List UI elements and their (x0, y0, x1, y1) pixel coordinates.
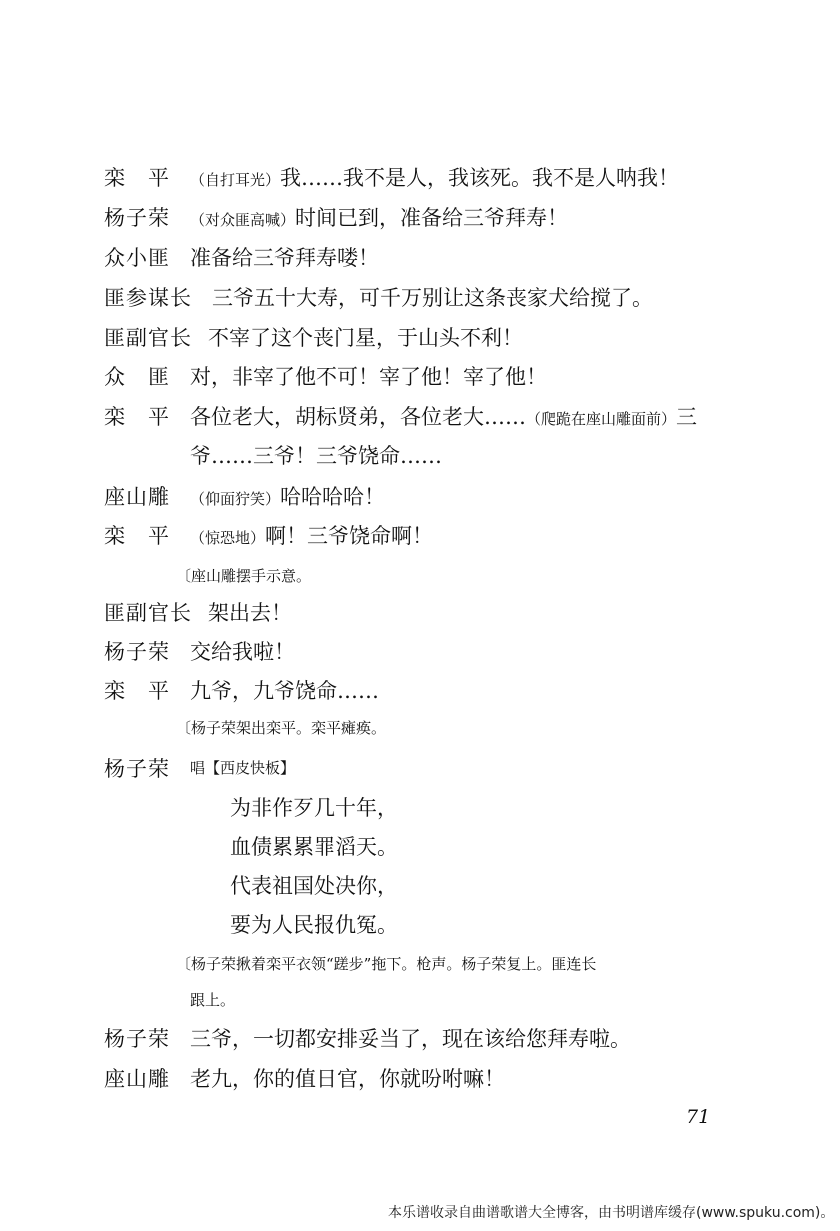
dialogue-text: 我……我不是人，我该死。我不是人呐我！ (280, 166, 680, 190)
dialogue-text: 交给我啦！ (190, 640, 295, 664)
dialogue-text: 时间已到，准备给三爷拜寿！ (295, 206, 569, 230)
footer-note: 本乐谱收录自曲谱歌谱大全博客，由书明谱库缓存(www.spuku.com)。 (388, 1205, 835, 1221)
speaker-name: 众小匪 (104, 246, 170, 270)
verse-line: 为非作歹几十年， (230, 796, 398, 820)
speaker-name: 杨子荣 (104, 640, 170, 664)
speaker-name: 座山雕 (104, 485, 170, 509)
speaker-name: 栾 平 (104, 679, 170, 703)
speaker-name: 栾 平 (104, 166, 170, 190)
dialogue-text: 三爷，一切都安排妥当了，现在该给您拜寿啦。 (190, 1027, 631, 1051)
dialogue-text: 准备给三爷拜寿喽！ (190, 246, 379, 270)
stage-direction: （爬跪在座山雕面前） (526, 410, 677, 428)
speaker-name: 匪副官长 (104, 601, 192, 625)
stage-direction: （对众匪高喊） (190, 211, 296, 229)
verse-line: 代表祖国处决你， (230, 874, 398, 898)
speaker-name: 栾 平 (104, 405, 170, 429)
speaker-name: 杨子荣 (104, 1027, 170, 1051)
singing-direction: 唱【西皮快板】 (190, 759, 296, 777)
dialogue-text: 三爷五十大寿，可千万别让这条丧家犬给搅了。 (212, 286, 653, 310)
speaker-name: 匪参谋长 (104, 286, 192, 310)
stage-direction: （惊恐地） (190, 529, 266, 547)
stage-direction: （仰面狞笑） (190, 490, 281, 508)
stage-direction: （自打耳光） (190, 171, 281, 189)
dialogue-text: 对，非宰了他不可！宰了他！宰了他！ (190, 365, 547, 389)
page-number: 71 (686, 1106, 711, 1128)
speaker-name: 杨子荣 (104, 757, 170, 781)
speaker-name: 众 匪 (104, 365, 170, 389)
dialogue-text: 九爷，九爷饶命…… (190, 679, 379, 703)
verse-line: 血债累累罪滔天。 (230, 835, 398, 859)
stage-direction: 〔杨子荣揪着栾平衣领“蹉步”拖下。枪声。杨子荣复上。匪连长 (176, 955, 597, 973)
dialogue-text: 各位老大，胡标贤弟，各位老大…… (190, 405, 526, 429)
speaker-name: 栾 平 (104, 524, 170, 548)
dialogue-text: 不宰了这个丧门星，于山头不利！ (208, 326, 523, 350)
verse-line: 要为人民报仇冤。 (230, 913, 398, 937)
dialogue-text: 三 (676, 405, 698, 429)
speaker-name: 座山雕 (104, 1067, 170, 1091)
stage-direction: 〔座山雕摆手示意。 (176, 567, 312, 585)
dialogue-continuation: 爷……三爷！三爷饶命…… (190, 444, 442, 468)
speaker-name: 匪副官长 (104, 326, 192, 350)
dialogue-text: 架出去！ (208, 601, 292, 625)
dialogue-text: 老九，你的值日官，你就吩咐嘛！ (190, 1067, 505, 1091)
speaker-name: 杨子荣 (104, 206, 170, 230)
stage-direction-continuation: 跟上。 (190, 991, 236, 1009)
dialogue-text: 哈哈哈哈！ (280, 485, 386, 509)
dialogue-text: 啊！三爷饶命啊！ (265, 524, 434, 548)
stage-direction: 〔杨子荣架出栾平。栾平瘫痪。 (176, 719, 387, 737)
